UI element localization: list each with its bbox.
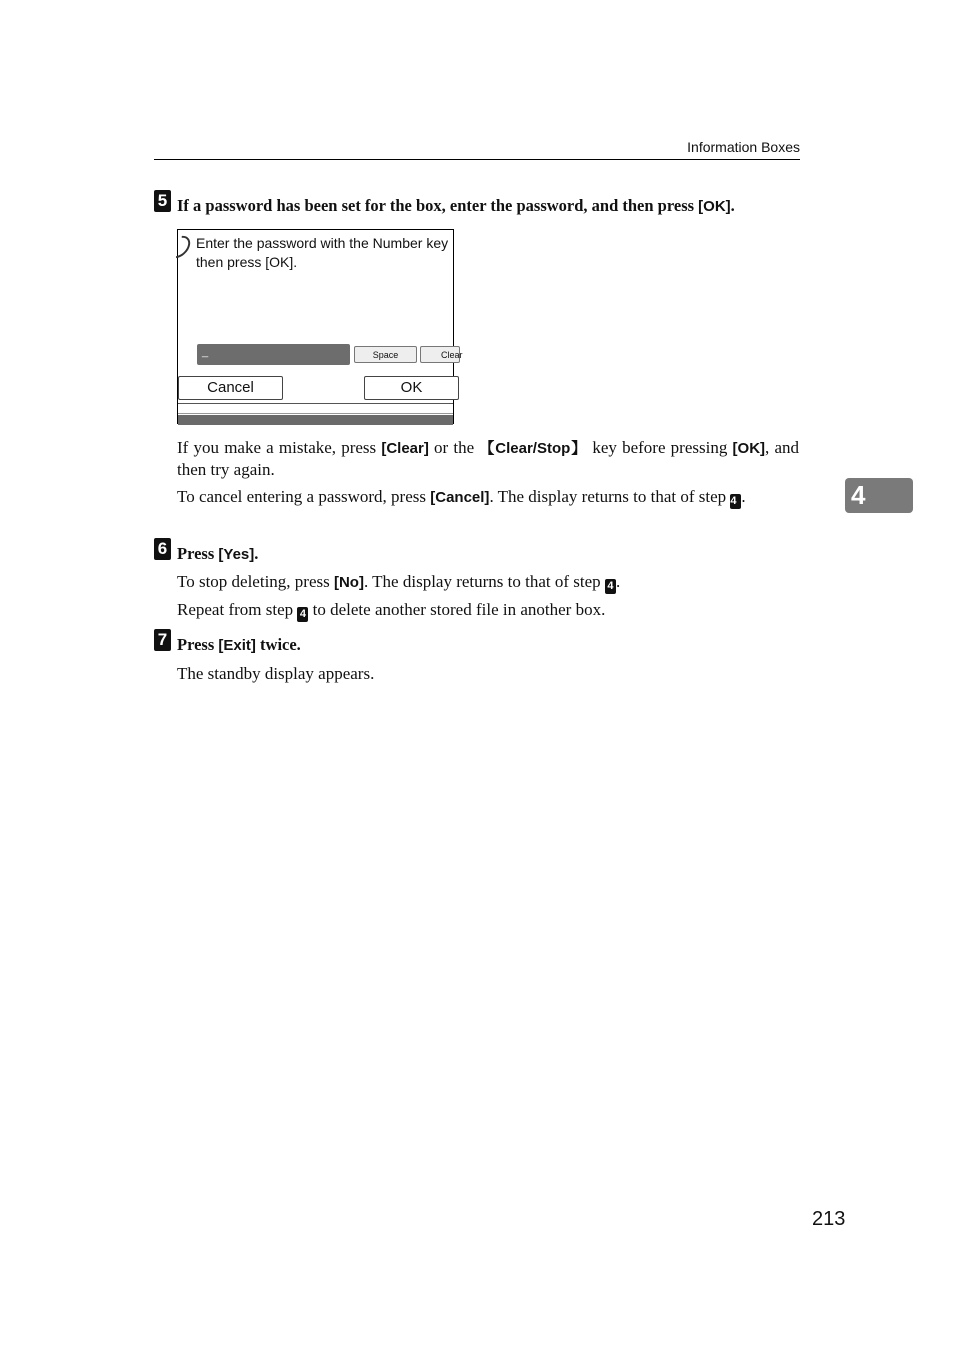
step-6-title: Press [Yes].: [177, 544, 259, 563]
space-button[interactable]: Space: [354, 346, 417, 363]
step-5-number: 5: [154, 190, 171, 212]
header-rule: [154, 159, 800, 160]
panel-divider: [178, 403, 453, 404]
password-entry-screenshot: [177, 229, 463, 424]
step-5-note-mistake: If you make a mistake, press [Clear] or the 【Clear/Stop】 key before pressing [OK], and then try again.: [177, 438, 800, 479]
step-6-note-repeat: Repeat from step 4 to delete another stored file in another box.: [177, 600, 606, 620]
step-5-title: If a password has been set for the box, enter the password, and then press [OK].: [177, 196, 735, 215]
step-5-note-cancel: To cancel entering a password, press [Cancel]. The display returns to that of step 4 .: [177, 487, 746, 507]
ok-key-ref: [OK]: [698, 198, 731, 215]
chapter-tab: 4: [845, 478, 913, 513]
step-6-note-stop: To stop deleting, press [No]. The display returns to that of step 4 .: [177, 572, 621, 592]
step-6-number: 6: [154, 538, 171, 560]
step-ref-icon: 4: [605, 579, 616, 594]
running-header: Information Boxes: [687, 139, 800, 155]
password-input-field[interactable]: _: [197, 344, 350, 365]
step-7-number: 7: [154, 629, 171, 651]
step-7-title: Press [Exit] twice.: [177, 635, 301, 654]
panel-divider: [178, 413, 453, 414]
step-ref-icon: 4: [730, 494, 741, 509]
page-number: 213: [812, 1208, 846, 1230]
step-7-note: The standby display appears.: [177, 664, 375, 683]
ok-button[interactable]: OK: [364, 376, 459, 400]
panel-status-bar: [178, 415, 453, 425]
clear-button[interactable]: Clear: [420, 346, 460, 363]
cancel-button[interactable]: Cancel: [178, 376, 283, 400]
step-ref-icon: 4: [297, 607, 308, 622]
prompt-arc-icon: [163, 231, 194, 262]
screen-message: Enter the password with the Number key then press [OK].: [196, 235, 449, 270]
